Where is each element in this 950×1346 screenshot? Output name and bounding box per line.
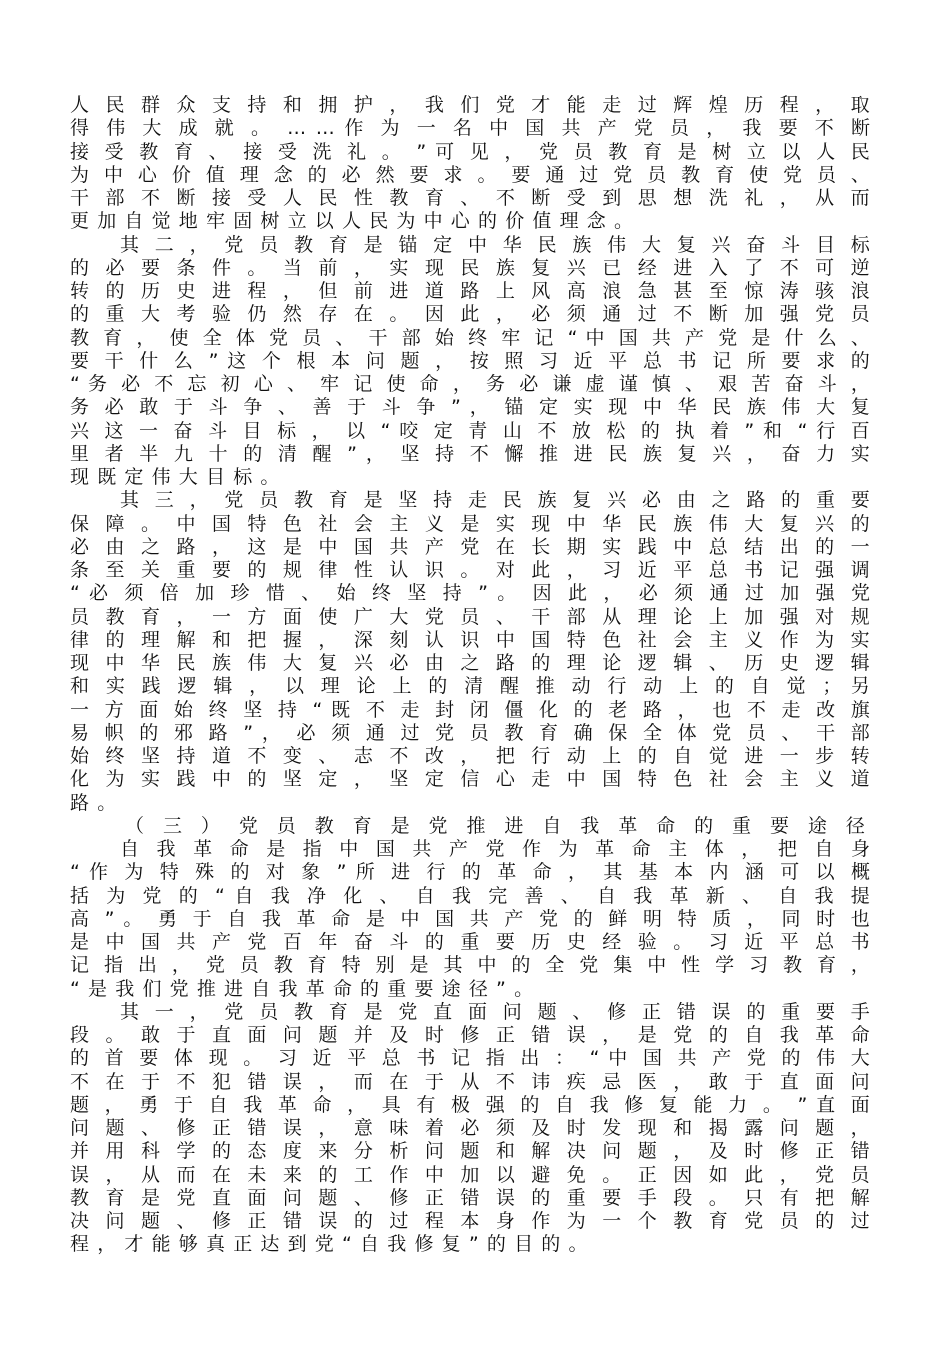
- text-line: 更加自觉地牢固树立以人民为中心的价值理念。: [70, 210, 642, 233]
- text-line: 其 一 ， 党 员 教 育 是 党 直 面 问 题 、 修 正 错 误 的 重 要 手: [120, 1000, 870, 1023]
- text-line: 括 为 党 的 “ 自 我 净 化 、 自 我 完 善 、 自 我 革 新 、 自 我 提: [70, 884, 870, 907]
- text-line: 不 在 于 不 犯 错 误 ， 而 在 于 从 不 讳 疾 忌 医 ， 敢 于 直 面 问: [70, 1070, 870, 1093]
- text-line: “ 务 必 不 忘 初 心 、 牢 记 使 命 ， 务 必 谦 虚 谨 慎 、 艰 苦 奋 斗 ，: [70, 373, 870, 395]
- text-line: 人 民 群 众 支 持 和 拥 护 ， 我 们 党 才 能 走 过 辉 煌 历 程 ， 取: [70, 94, 870, 116]
- text-line: 误 ， 从 而 在 未 来 的 工 作 中 加 以 避 免 。 正 因 如 此 ， 党 员: [70, 1163, 870, 1186]
- text-line: 必 由 之 路 ， 这 是 中 国 共 产 党 在 长 期 实 践 中 总 结 出 的 一: [70, 535, 870, 558]
- text-line: 并 用 科 学 的 态 度 来 分 析 问 题 和 解 决 问 题 ， 及 时 修 正 错: [70, 1140, 870, 1163]
- text-line: “ 必 须 倍 加 珍 惜 、 始 终 坚 持 ” 。 因 此 ， 必 须 通 过 加 强 党: [70, 582, 870, 605]
- text-line: 要 干 什 么 ” 这 个 根 本 问 题 ， 按 照 习 近 平 总 书 记 所 要 求 的: [70, 349, 870, 372]
- text-line: 其 三 ， 党 员 教 育 是 坚 持 走 民 族 复 兴 必 由 之 路 的 重 要: [120, 489, 870, 512]
- text-line: 律 的 理 解 和 把 握 ， 深 刻 认 识 中 国 特 色 社 会 主 义 作 为 实: [70, 628, 870, 651]
- text-line: 记 指 出 ， 党 员 教 育 特 别 是 其 中 的 全 党 集 中 性 学 习 教 育 ，: [70, 954, 870, 977]
- text-line: 问 题 、 修 正 错 误 ， 意 味 着 必 须 及 时 发 现 和 揭 露 问 题 ，: [70, 1117, 870, 1139]
- text-line: 程，才能够真正达到党“自我修复”的目的。: [70, 1233, 596, 1256]
- text-line: 现既定伟大目标。: [70, 466, 288, 488]
- text-line: 题 ， 勇 于 自 我 革 命 ， 具 有 极 强 的 自 我 修 复 能 力 。 ” 直 面: [70, 1093, 870, 1116]
- text-line: 的 必 要 条 件 。 当 前 ， 实 现 民 族 复 兴 已 经 进 入 了 不 可 逆: [70, 256, 870, 279]
- text-line: 决 问 题 、 修 正 错 误 的 过 程 本 身 作 为 一 个 教 育 党 员 的 过: [70, 1210, 870, 1232]
- text-line: 条 至 关 重 要 的 规 律 性 认 识 。 对 此 ， 习 近 平 总 书 记 强 调: [70, 559, 870, 581]
- text-line: 始 终 坚 持 道 不 变 、 志 不 改 ， 把 行 动 上 的 自 觉 进 一 步 转: [70, 745, 870, 767]
- text-line: 保 障 。 中 国 特 色 社 会 主 义 是 实 现 中 华 民 族 伟 大 复 兴 的: [70, 512, 870, 535]
- text-line: 接 受 教 育 、 接 受 洗 礼 。 ” 可 见 ， 党 员 教 育 是 树 立 以 人 民: [70, 140, 870, 163]
- text-line: 现 中 华 民 族 伟 大 复 兴 必 由 之 路 的 理 论 逻 辑 、 历 史 逻 辑: [70, 652, 870, 674]
- text-line: 高 ” 。 勇 于 自 我 革 命 是 中 国 共 产 党 的 鲜 明 特 质 ， 同 时 也: [70, 907, 870, 930]
- text-line: 其 二 ， 党 员 教 育 是 锚 定 中 华 民 族 伟 大 复 兴 奋 斗 目 标: [120, 233, 870, 256]
- text-line: 路。: [70, 791, 125, 814]
- document-page: [70, 94, 870, 1257]
- text-line: 的 重 大 考 验 仍 然 存 在 。 因 此 ， 必 须 通 过 不 断 加 强 党 员: [70, 303, 870, 326]
- text-line: 为 中 心 价 值 理 念 的 必 然 要 求 。 要 通 过 党 员 教 育 使 党 员 、: [70, 163, 870, 186]
- text-line: 转 的 历 史 进 程 ， 但 前 进 道 路 上 风 高 浪 急 甚 至 惊 涛 骇 浪: [70, 280, 870, 302]
- text-line: 教 育 是 党 直 面 问 题 、 修 正 错 误 的 重 要 手 段 。 只 有 把 解: [70, 1186, 870, 1209]
- text-line: 的 首 要 体 现 。 习 近 平 总 书 记 指 出 ： “ 中 国 共 产 党 的 伟 大: [70, 1047, 870, 1070]
- text-line: 易 帜 的 邪 路 ” ， 必 须 通 过 党 员 教 育 确 保 全 体 党 员 、 干 部: [70, 721, 870, 744]
- text-line: 化 为 实 践 中 的 坚 定 ， 坚 定 信 心 走 中 国 特 色 社 会 主 义 道: [70, 768, 870, 791]
- section-heading: （ 三 ） 党 员 教 育 是 党 推 进 自 我 革 命 的 重 要 途 径: [125, 814, 865, 837]
- text-line: 务 必 敢 于 斗 争 、 善 于 斗 争 ” ， 锚 定 实 现 中 华 民 族 伟 大 复: [70, 396, 870, 419]
- text-line: 自 我 革 命 是 指 中 国 共 产 党 作 为 革 命 主 体 ， 把 自 身: [120, 838, 870, 860]
- text-line: 里 者 半 九 十 的 清 醒 ” ， 坚 持 不 懈 推 进 民 族 复 兴 ， 奋 力 实: [70, 442, 870, 465]
- text-line: 兴 这 一 奋 斗 目 标 ， 以 “ 咬 定 青 山 不 放 松 的 执 着 ” 和 “ 行 百: [70, 419, 870, 442]
- text-line: 是 中 国 共 产 党 百 年 奋 斗 的 重 要 历 史 经 验 。 习 近 平 总 书: [70, 931, 870, 953]
- text-line: 得 伟 大 成 就 。 … … 作 为 一 名 中 国 共 产 党 员 ， 我 要 不 断: [70, 117, 870, 140]
- text-line: 员 教 育 ， 一 方 面 使 广 大 党 员 、 干 部 从 理 论 上 加 强 对 规: [70, 605, 870, 628]
- text-line: 教 育 ， 使 全 体 党 员 、 干 部 始 终 牢 记 “ 中 国 共 产 党 是 什 么 、: [70, 326, 870, 349]
- text-line: 段 。 敢 于 直 面 问 题 并 及 时 修 正 错 误 ， 是 党 的 自 我 革 命: [70, 1024, 870, 1046]
- text-line: 干 部 不 断 接 受 人 民 性 教 育 、 不 断 受 到 思 想 洗 礼 ， 从 而: [70, 187, 870, 209]
- text-line: “是我们党推进自我革命的重要途径”。: [70, 977, 542, 1000]
- text-line: “ 作 为 特 殊 的 对 象 ” 所 进 行 的 革 命 ， 其 基 本 内 涵 可 以 概: [70, 861, 870, 884]
- text-line: 和 实 践 逻 辑 ， 以 理 论 上 的 清 醒 推 动 行 动 上 的 自 觉 ； 另: [70, 675, 870, 698]
- text-line: 一 方 面 始 终 坚 持 “ 既 不 走 封 闭 僵 化 的 老 路 ， 也 不 走 改 旗: [70, 698, 870, 721]
